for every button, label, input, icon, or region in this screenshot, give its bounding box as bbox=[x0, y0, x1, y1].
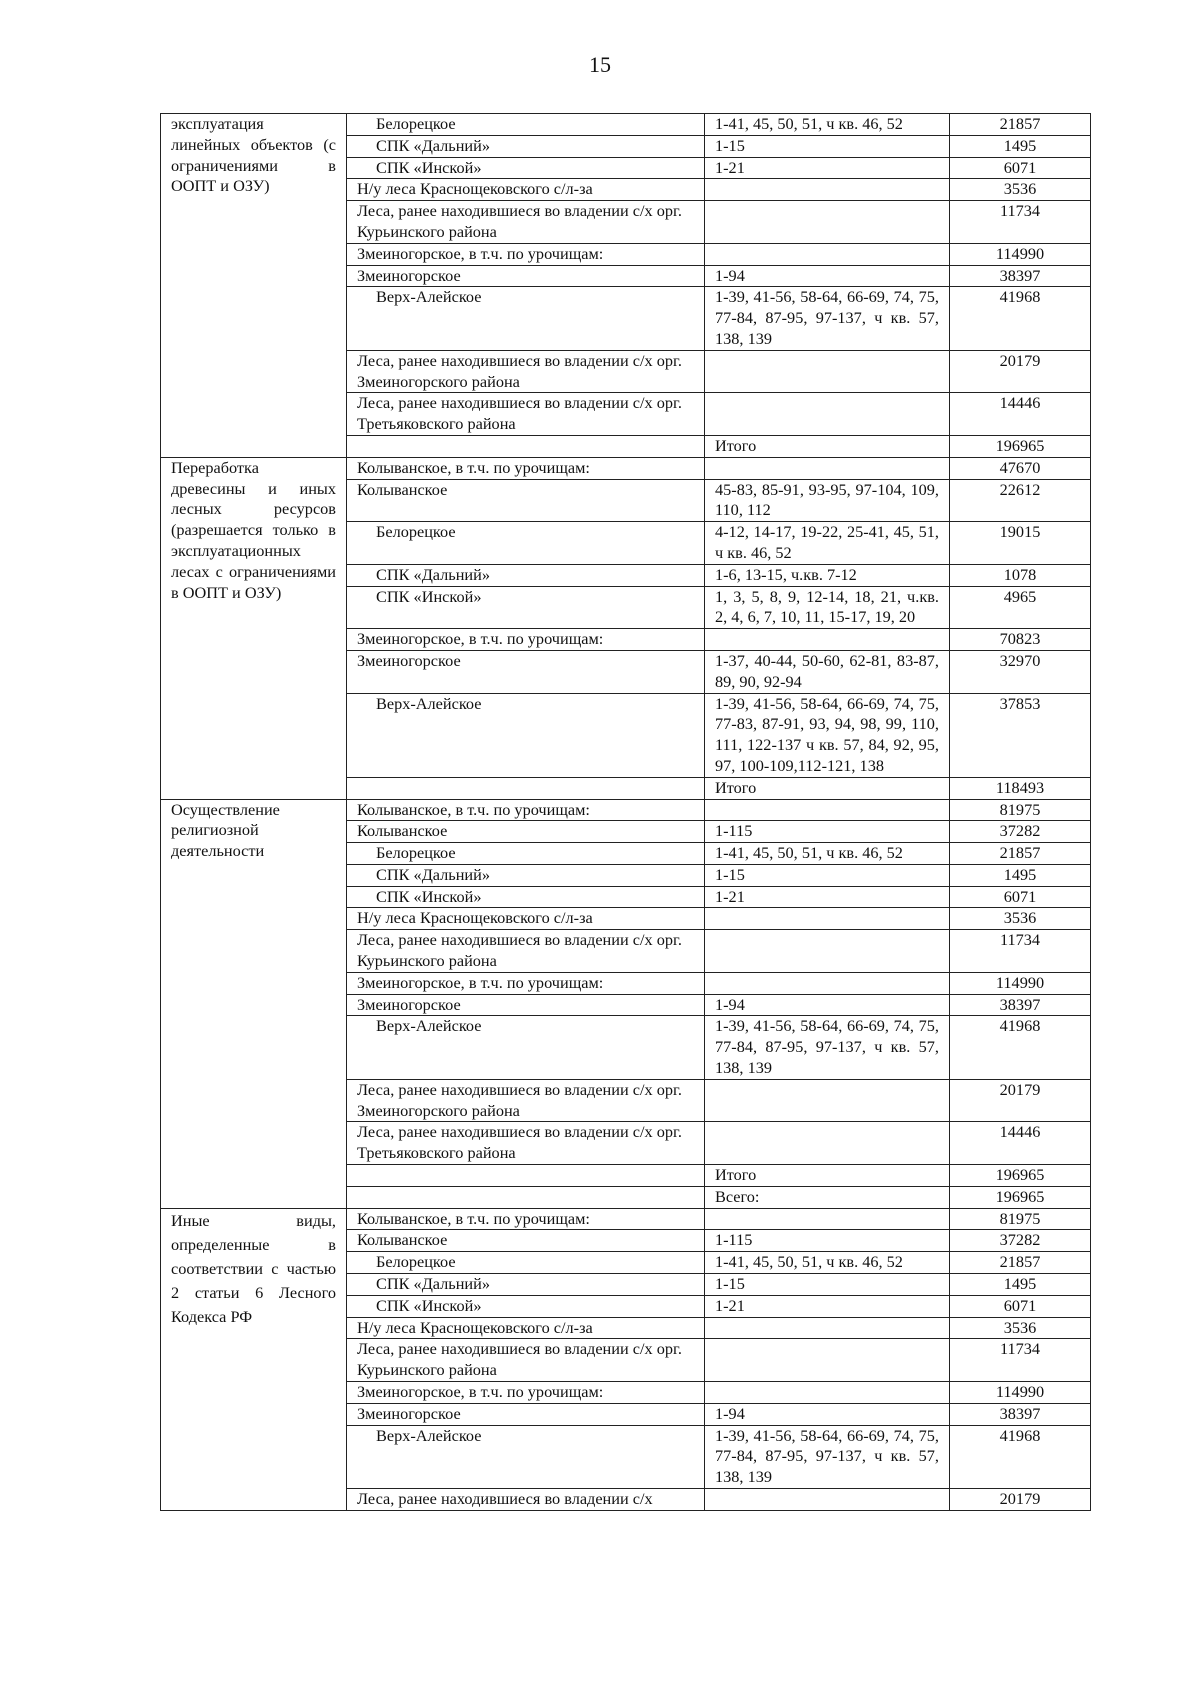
quarters-cell: 1-15 bbox=[705, 135, 950, 157]
area-cell: 20179 bbox=[950, 1079, 1091, 1122]
quarters-cell: 1-39, 41-56, 58-64, 66-69, 74, 75, 77-84, 87-95, 97-137, ч кв. 57, 138, 139 bbox=[705, 1016, 950, 1079]
quarters-cell bbox=[705, 393, 950, 436]
area-cell: 1078 bbox=[950, 564, 1091, 586]
quarters-cell: 1-94 bbox=[705, 994, 950, 1016]
area-cell: 11734 bbox=[950, 201, 1091, 244]
forest-name-cell: СПК «Дальний» bbox=[347, 1274, 705, 1296]
quarters-cell: 1-39, 41-56, 58-64, 66-69, 74, 75, 77-84, 87-95, 97-137, ч кв. 57, 138, 139 bbox=[705, 287, 950, 350]
area-cell: 14446 bbox=[950, 1122, 1091, 1165]
area-cell: 114990 bbox=[950, 972, 1091, 994]
area-cell: 6071 bbox=[950, 1295, 1091, 1317]
forest-name-cell: СПК «Инской» bbox=[347, 586, 705, 629]
quarters-cell: 1-41, 45, 50, 51, ч кв. 46, 52 bbox=[705, 114, 950, 136]
quarters-cell bbox=[705, 1489, 950, 1511]
forest-name-cell: Н/у леса Краснощековского с/л-за bbox=[347, 1317, 705, 1339]
table-row bbox=[161, 799, 1091, 821]
forest-name-cell: Леса, ранее находившиеся во владении с/х орг. Третьяковского района bbox=[347, 1122, 705, 1165]
area-cell: 41968 bbox=[950, 1016, 1091, 1079]
quarters-cell: 1-41, 45, 50, 51, ч кв. 46, 52 bbox=[705, 843, 950, 865]
area-cell: 37282 bbox=[950, 821, 1091, 843]
forest-name-cell: Верх-Алейское bbox=[347, 287, 705, 350]
forest-name-cell: Змеиногорское, в т.ч. по урочищам: bbox=[347, 629, 705, 651]
category-cell: Переработка древесины и иных лесных ресурсов (разрешается только в эксплуатационных лесах с ограничениями в ООПТ и ОЗУ) bbox=[161, 457, 347, 799]
forest-name-cell: Колыванское, в т.ч. по урочищам: bbox=[347, 799, 705, 821]
area-cell: 38397 bbox=[950, 994, 1091, 1016]
forest-name-cell: Змеиногорское, в т.ч. по урочищам: bbox=[347, 1382, 705, 1404]
quarters-cell bbox=[705, 1208, 950, 1230]
area-cell: 11734 bbox=[950, 1339, 1091, 1382]
forest-name-cell: Колыванское bbox=[347, 821, 705, 843]
area-cell: 22612 bbox=[950, 479, 1091, 522]
quarters-cell bbox=[705, 629, 950, 651]
forest-name-cell: СПК «Дальний» bbox=[347, 564, 705, 586]
forest-name-cell bbox=[347, 1165, 705, 1187]
quarters-cell: 1-115 bbox=[705, 821, 950, 843]
quarters-cell: 1-15 bbox=[705, 1274, 950, 1296]
forest-name-cell: Леса, ранее находившиеся во владении с/х орг. Змеиногорского района bbox=[347, 350, 705, 393]
forest-name-cell: Змеиногорское bbox=[347, 650, 705, 693]
area-cell: 1495 bbox=[950, 1274, 1091, 1296]
area-cell: 114990 bbox=[950, 243, 1091, 265]
forest-name-cell: Верх-Алейское bbox=[347, 1425, 705, 1488]
total-label-cell: Всего: bbox=[705, 1186, 950, 1208]
forest-name-cell: Змеиногорское, в т.ч. по урочищам: bbox=[347, 972, 705, 994]
quarters-cell: 1-15 bbox=[705, 864, 950, 886]
forest-name-cell: Змеиногорское, в т.ч. по урочищам: bbox=[347, 243, 705, 265]
forest-name-cell: Леса, ранее находившиеся во владении с/х орг. Третьяковского района bbox=[347, 393, 705, 436]
quarters-cell: 1-41, 45, 50, 51, ч кв. 46, 52 bbox=[705, 1252, 950, 1274]
forest-name-cell: Змеиногорское bbox=[347, 1403, 705, 1425]
area-cell: 37853 bbox=[950, 693, 1091, 777]
quarters-cell: 1-39, 41-56, 58-64, 66-69, 74, 75, 77-84, 87-95, 97-137, ч кв. 57, 138, 139 bbox=[705, 1425, 950, 1488]
area-cell: 81975 bbox=[950, 799, 1091, 821]
total-label-cell: Итого bbox=[705, 1165, 950, 1187]
area-cell: 81975 bbox=[950, 1208, 1091, 1230]
area-cell: 114990 bbox=[950, 1382, 1091, 1404]
area-cell: 32970 bbox=[950, 650, 1091, 693]
area-cell: 70823 bbox=[950, 629, 1091, 651]
area-cell: 3536 bbox=[950, 179, 1091, 201]
category-cell: Осуществление религиозной деятельности bbox=[161, 799, 347, 1208]
quarters-cell: 1-37, 40-44, 50-60, 62-81, 83-87, 89, 90, 92-94 bbox=[705, 650, 950, 693]
forest-name-cell bbox=[347, 1186, 705, 1208]
table-row bbox=[161, 1208, 1091, 1230]
area-cell: 118493 bbox=[950, 777, 1091, 799]
forest-use-table bbox=[160, 113, 1091, 1511]
forest-name-cell: Леса, ранее находившиеся во владении с/х bbox=[347, 1489, 705, 1511]
forest-name-cell: Колыванское bbox=[347, 479, 705, 522]
area-cell: 6071 bbox=[950, 157, 1091, 179]
page-number: 15 bbox=[589, 52, 611, 77]
area-cell: 20179 bbox=[950, 1489, 1091, 1511]
category-cell: эксплуатация линейных объектов (с ограничениями в ООПТ и ОЗУ) bbox=[161, 114, 347, 458]
total-label-cell: Итого bbox=[705, 777, 950, 799]
quarters-cell bbox=[705, 457, 950, 479]
area-cell: 20179 bbox=[950, 350, 1091, 393]
quarters-cell bbox=[705, 1317, 950, 1339]
quarters-cell: 1-94 bbox=[705, 265, 950, 287]
quarters-cell: 1-115 bbox=[705, 1230, 950, 1252]
area-cell: 21857 bbox=[950, 114, 1091, 136]
forest-name-cell: СПК «Дальний» bbox=[347, 864, 705, 886]
quarters-cell bbox=[705, 179, 950, 201]
quarters-cell bbox=[705, 243, 950, 265]
area-cell: 196965 bbox=[950, 1186, 1091, 1208]
forest-name-cell: Леса, ранее находившиеся во владении с/х орг. Змеиногорского района bbox=[347, 1079, 705, 1122]
quarters-cell bbox=[705, 799, 950, 821]
area-cell: 38397 bbox=[950, 1403, 1091, 1425]
quarters-cell bbox=[705, 972, 950, 994]
forest-name-cell: Белорецкое bbox=[347, 1252, 705, 1274]
forest-name-cell: Верх-Алейское bbox=[347, 1016, 705, 1079]
area-cell: 41968 bbox=[950, 287, 1091, 350]
area-cell: 21857 bbox=[950, 843, 1091, 865]
forest-name-cell bbox=[347, 435, 705, 457]
forest-name-cell: Колыванское, в т.ч. по урочищам: bbox=[347, 1208, 705, 1230]
area-cell: 38397 bbox=[950, 265, 1091, 287]
area-cell: 37282 bbox=[950, 1230, 1091, 1252]
forest-name-cell: Змеиногорское bbox=[347, 265, 705, 287]
forest-name-cell: Змеиногорское bbox=[347, 994, 705, 1016]
forest-name-cell: Н/у леса Краснощековского с/л-за bbox=[347, 908, 705, 930]
area-cell: 14446 bbox=[950, 393, 1091, 436]
table-body bbox=[161, 114, 1091, 1511]
forest-name-cell bbox=[347, 777, 705, 799]
quarters-cell: 4-12, 14-17, 19-22, 25-41, 45, 51, ч кв. 46, 52 bbox=[705, 522, 950, 565]
quarters-cell bbox=[705, 1339, 950, 1382]
table-row bbox=[161, 114, 1091, 136]
quarters-cell: 45-83, 85-91, 93-95, 97-104, 109, 110, 112 bbox=[705, 479, 950, 522]
area-cell: 1495 bbox=[950, 135, 1091, 157]
quarters-cell: 1-21 bbox=[705, 157, 950, 179]
quarters-cell bbox=[705, 930, 950, 973]
quarters-cell bbox=[705, 1079, 950, 1122]
quarters-cell: 1-6, 13-15, ч.кв. 7-12 bbox=[705, 564, 950, 586]
quarters-cell: 1-39, 41-56, 58-64, 66-69, 74, 75, 77-83, 87-91, 93, 94, 98, 99, 110, 111, 122-137 ч кв. 57, 84, 92, 95, 97, 100-109,112-121, 138 bbox=[705, 693, 950, 777]
forest-name-cell: СПК «Инской» bbox=[347, 1295, 705, 1317]
area-cell: 47670 bbox=[950, 457, 1091, 479]
area-cell: 21857 bbox=[950, 1252, 1091, 1274]
forest-name-cell: Леса, ранее находившиеся во владении с/х орг. Курьинского района bbox=[347, 1339, 705, 1382]
area-cell: 11734 bbox=[950, 930, 1091, 973]
area-cell: 196965 bbox=[950, 435, 1091, 457]
quarters-cell: 1, 3, 5, 8, 9, 12-14, 18, 21, ч.кв. 2, 4, 6, 7, 10, 11, 15-17, 19, 20 bbox=[705, 586, 950, 629]
area-cell: 196965 bbox=[950, 1165, 1091, 1187]
total-label-cell: Итого bbox=[705, 435, 950, 457]
forest-name-cell: СПК «Дальний» bbox=[347, 135, 705, 157]
forest-name-cell: Колыванское, в т.ч. по урочищам: bbox=[347, 457, 705, 479]
quarters-cell bbox=[705, 1122, 950, 1165]
forest-name-cell: Колыванское bbox=[347, 1230, 705, 1252]
quarters-cell: 1-21 bbox=[705, 886, 950, 908]
forest-name-cell: СПК «Инской» bbox=[347, 886, 705, 908]
table-row bbox=[161, 457, 1091, 479]
area-cell: 3536 bbox=[950, 908, 1091, 930]
area-cell: 6071 bbox=[950, 886, 1091, 908]
forest-name-cell: Леса, ранее находившиеся во владении с/х орг. Курьинского района bbox=[347, 930, 705, 973]
quarters-cell bbox=[705, 201, 950, 244]
area-cell: 1495 bbox=[950, 864, 1091, 886]
forest-name-cell: Верх-Алейское bbox=[347, 693, 705, 777]
area-cell: 3536 bbox=[950, 1317, 1091, 1339]
quarters-cell: 1-21 bbox=[705, 1295, 950, 1317]
area-cell: 4965 bbox=[950, 586, 1091, 629]
quarters-cell bbox=[705, 1382, 950, 1404]
quarters-cell bbox=[705, 908, 950, 930]
quarters-cell: 1-94 bbox=[705, 1403, 950, 1425]
quarters-cell bbox=[705, 350, 950, 393]
forest-name-cell: СПК «Инской» bbox=[347, 157, 705, 179]
forest-name-cell: Белорецкое bbox=[347, 843, 705, 865]
forest-name-cell: Белорецкое bbox=[347, 114, 705, 136]
forest-name-cell: Леса, ранее находившиеся во владении с/х орг. Курьинского района bbox=[347, 201, 705, 244]
category-cell: Иные виды, определенные в соответствии с частью 2 статьи 6 Лесного Кодекса РФ bbox=[161, 1208, 347, 1510]
forest-name-cell: Н/у леса Краснощековского с/л-за bbox=[347, 179, 705, 201]
forest-name-cell: Белорецкое bbox=[347, 522, 705, 565]
area-cell: 41968 bbox=[950, 1425, 1091, 1488]
area-cell: 19015 bbox=[950, 522, 1091, 565]
